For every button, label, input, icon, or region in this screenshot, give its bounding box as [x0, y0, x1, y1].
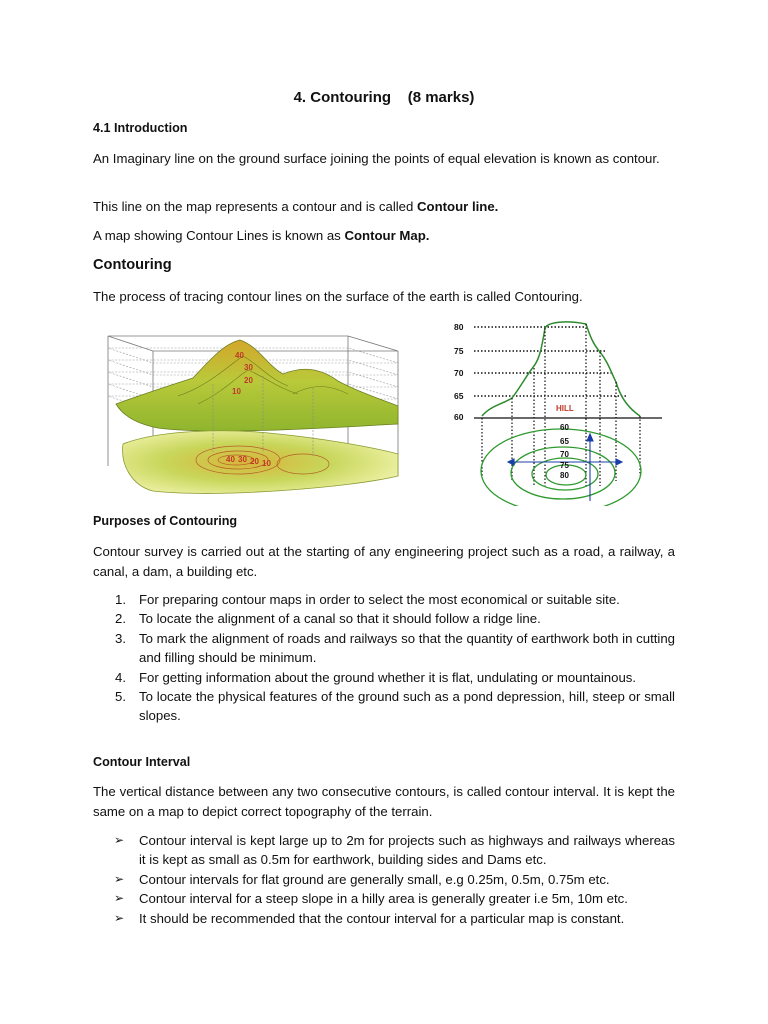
- intro-paragraph-2-text: This line on the map represents a contour and is called: [93, 199, 418, 214]
- intro-paragraph-3-text: A map showing Contour Lines is known as: [93, 228, 345, 243]
- list-number: 2.: [115, 611, 126, 627]
- list-number: 5.: [115, 689, 126, 705]
- plan-label-60: 60: [560, 423, 569, 432]
- hill-label-10: 10: [232, 387, 241, 396]
- bullet-text: It should be recommended that the contour interval for a particular map is constant.: [139, 910, 625, 926]
- base-contour-map: [123, 431, 398, 494]
- hill-profile-figure: [448, 316, 668, 506]
- contouring-heading: Contouring: [93, 257, 172, 273]
- plan-label-70: 70: [560, 450, 569, 459]
- purposes-intro: Contour survey is carried out at the starting of any engineering project such as a road, a railway, a canal, a dam, a building etc.: [93, 544, 675, 579]
- elevation-70: 70: [454, 368, 464, 378]
- map-label-20: 20: [250, 457, 259, 466]
- list-text: For preparing contour maps in order to select the most economical or suitable site.: [139, 592, 620, 607]
- arrow-bullet-icon: ➢: [114, 910, 125, 925]
- arrow-bullet-icon: ➢: [114, 833, 125, 847]
- elevation-65: 65: [454, 391, 464, 401]
- list-number: 3.: [115, 630, 126, 646]
- list-text: For getting information about the ground whether it is flat, undulating or mountainous.: [139, 669, 637, 685]
- bullet-item: [93, 870, 675, 889]
- plan-label-75: 75: [560, 461, 569, 470]
- hill-label-40: 40: [235, 351, 244, 360]
- list-text: To locate the physical features of the ground such as a pond depression, hill, steep or small slopes.: [139, 689, 675, 724]
- intro-paragraph-3: [93, 226, 675, 246]
- map-label-10: 10: [262, 459, 271, 468]
- arrow-bullet-icon: ➢: [114, 871, 125, 886]
- map-label-30: 30: [238, 455, 247, 464]
- contour-map-term: Contour Map.: [344, 228, 430, 243]
- bullet-item: [93, 909, 675, 928]
- elevation-lines: [474, 327, 626, 396]
- interval-bullets: [93, 831, 675, 928]
- hill-label: HILL: [556, 404, 574, 413]
- hill-label-20: 20: [244, 376, 253, 385]
- list-number: 1.: [115, 592, 126, 607]
- list-text: To locate the alignment of a canal so that it should follow a ridge line.: [139, 611, 541, 627]
- terrain-3d-figure: [98, 326, 408, 501]
- intro-paragraph-1: An Imaginary line on the ground surface joining the points of equal elevation is known as contour.: [93, 151, 660, 166]
- list-text: To mark the alignment of roads and railways so that the quantity of earthwork both in cutting and filling should be minimum.: [139, 630, 675, 666]
- list-item: [93, 687, 675, 726]
- list-item: [93, 668, 675, 687]
- plan-label-65: 65: [560, 437, 569, 446]
- bullet-text: Contour intervals for flat ground are generally small, e.g 0.25m, 0.5m, 0.75m etc.: [139, 871, 610, 887]
- purposes-heading: Purposes of Contouring: [93, 514, 238, 528]
- bullet-text: Contour interval is kept large up to 2m for projects such as highways and railways whereas it is kept as small as 0.5m for earthwork, building sides and Dams etc.: [139, 833, 675, 868]
- elevation-75: 75: [454, 346, 464, 356]
- elevation-60: 60: [454, 412, 464, 422]
- list-number: 4.: [115, 669, 126, 685]
- hill-profile: [482, 322, 640, 416]
- map-label-40: 40: [226, 455, 235, 464]
- intro-paragraph-2: [93, 197, 675, 217]
- purposes-list: [93, 590, 675, 726]
- page-title: 4. Contouring (8 marks): [293, 89, 475, 106]
- list-item: [93, 590, 675, 609]
- hill-surface: [116, 340, 398, 431]
- interval-intro: The vertical distance between any two consecutive contours, is called contour interval. It is kept the same on a map to depict correct topography of the terrain.: [93, 784, 675, 819]
- contouring-paragraph: The process of tracing contour lines on the surface of the earth is called Contouring.: [93, 289, 583, 304]
- interval-heading: Contour Interval: [93, 755, 191, 769]
- hill-label-30: 30: [244, 363, 253, 372]
- list-item: [93, 609, 675, 628]
- plan-label-80: 80: [560, 471, 569, 480]
- contour-line-term: Contour line.: [417, 199, 499, 214]
- bullet-text: Contour interval for a steep slope in a hilly area is generally greater i.e 5m, 10m etc.: [139, 891, 628, 907]
- arrow-bullet-icon: ➢: [114, 891, 125, 906]
- bullet-item: [93, 831, 675, 870]
- elevation-80: 80: [454, 322, 464, 332]
- bullet-item: [93, 889, 675, 908]
- intro-heading: 4.1 Introduction: [93, 121, 188, 135]
- list-item: [93, 629, 675, 668]
